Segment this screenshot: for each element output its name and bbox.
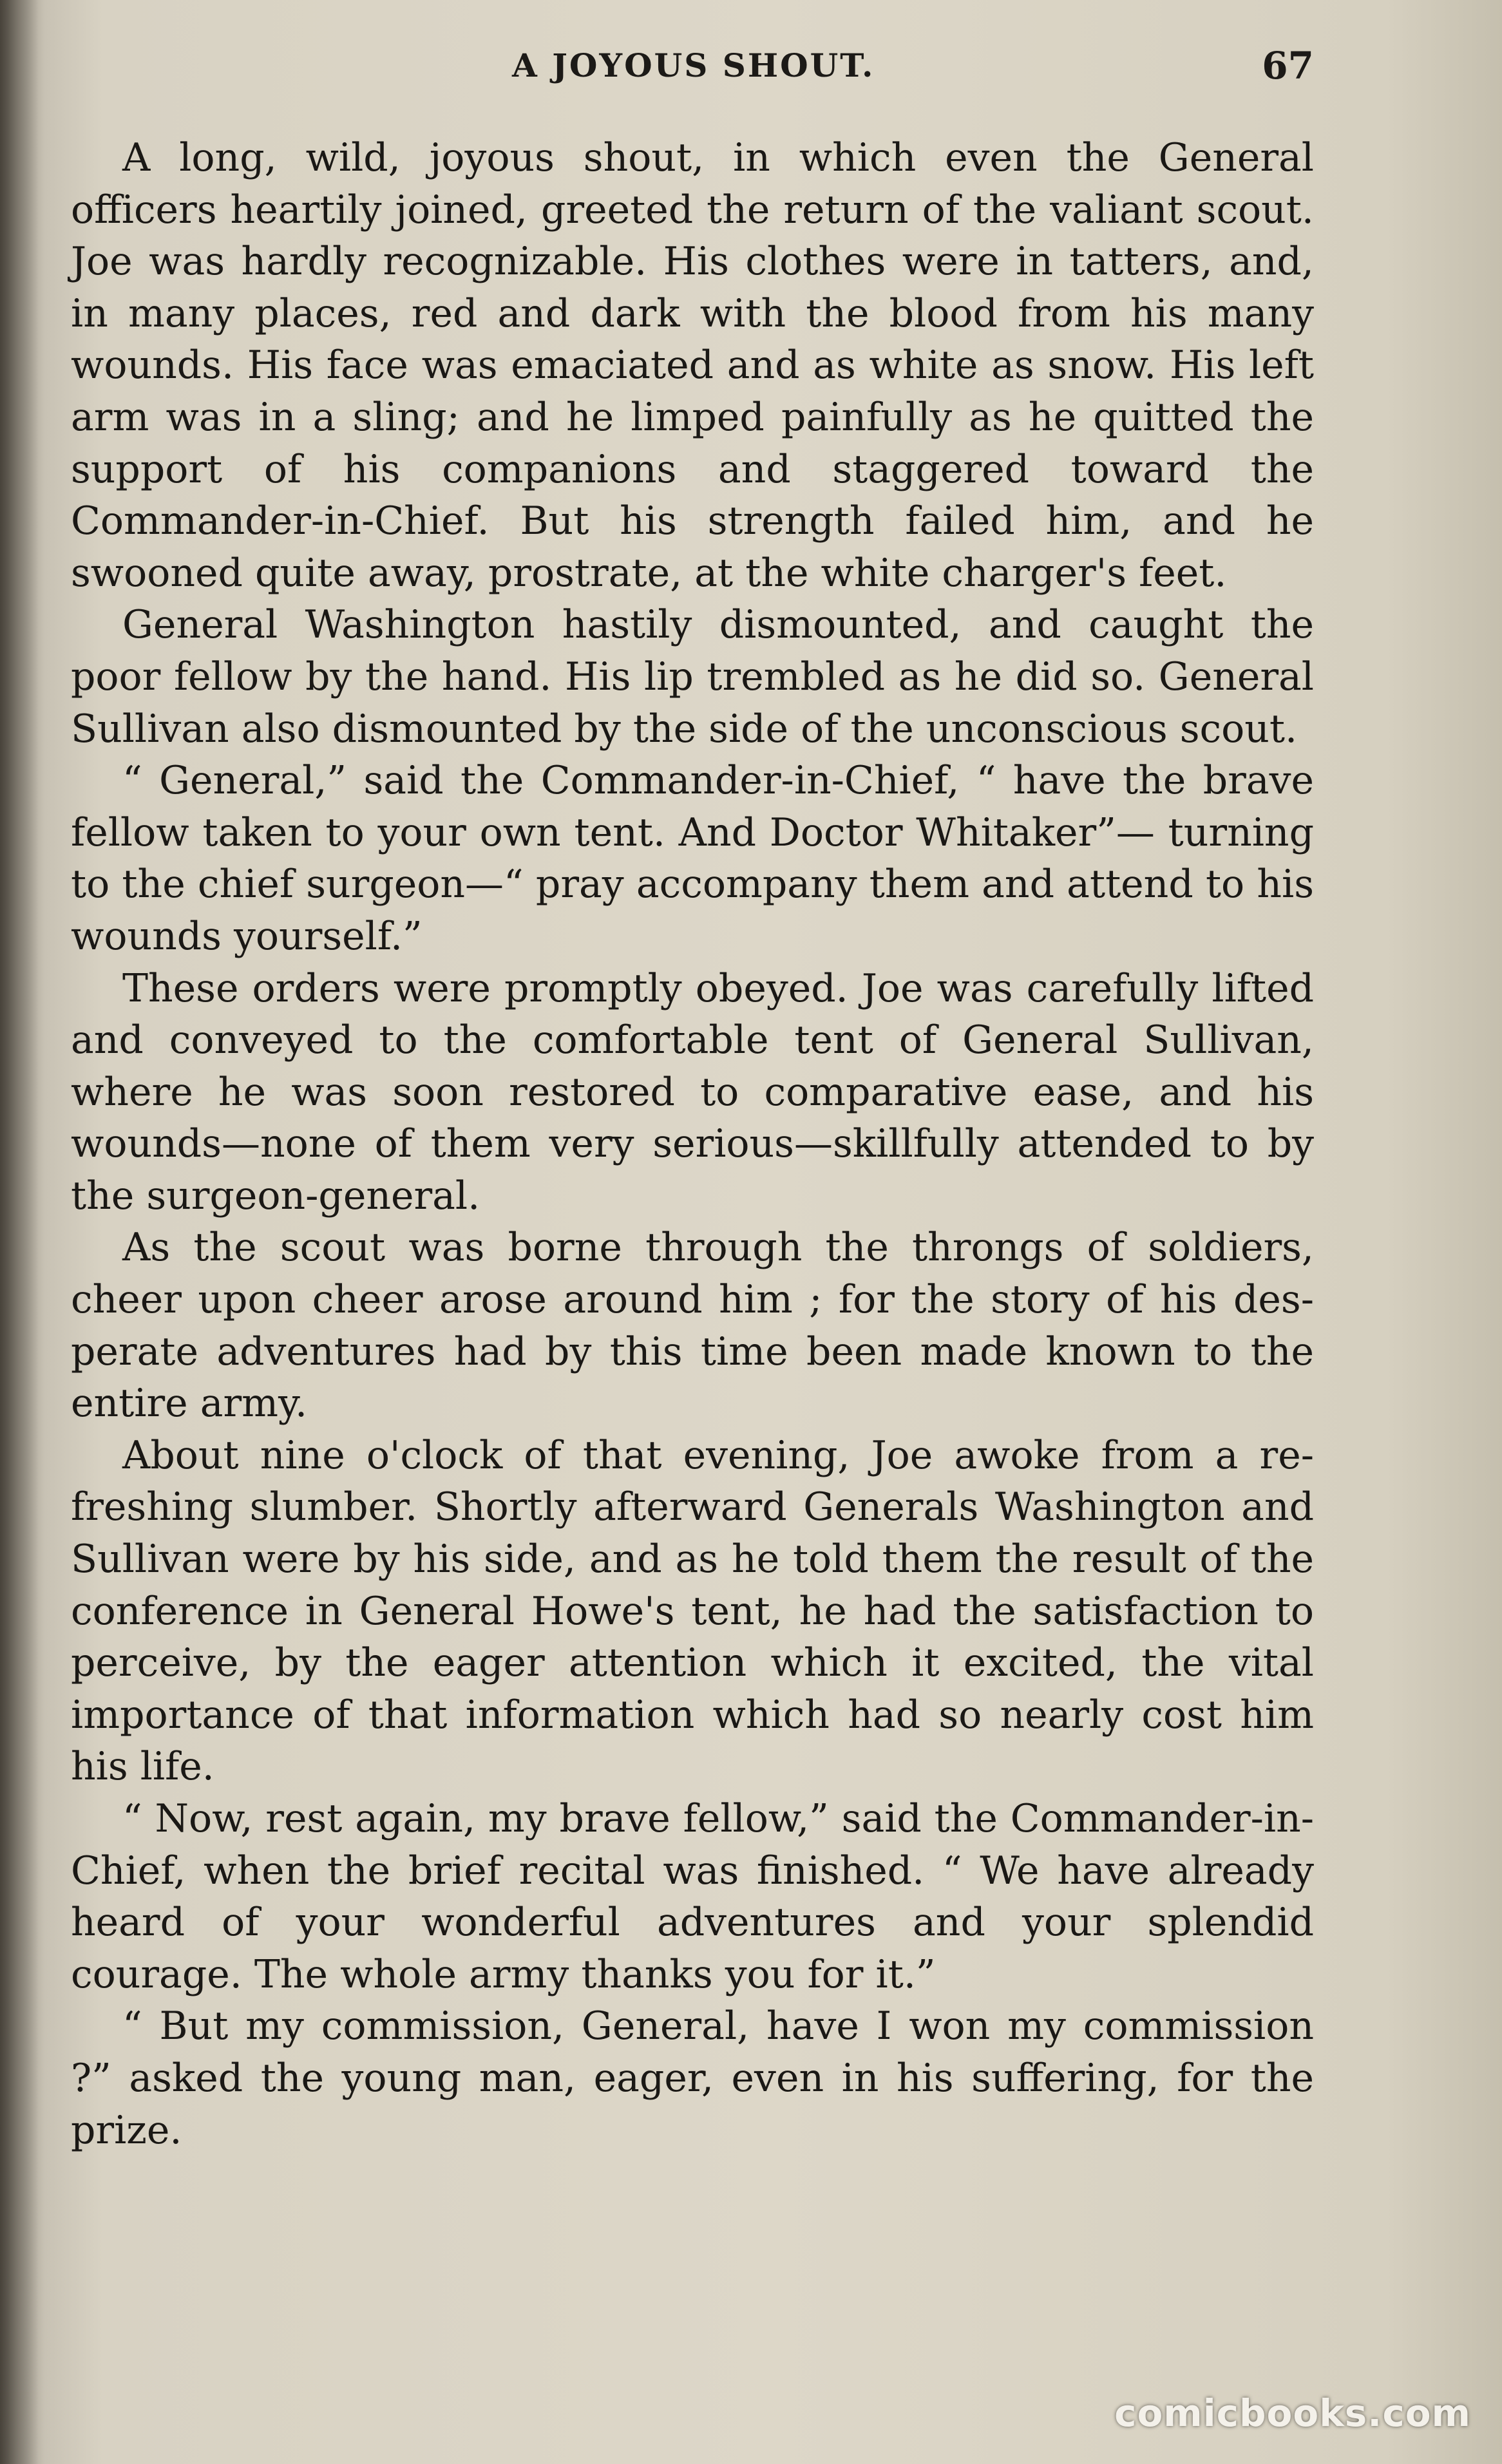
- paragraph: “ General,” said the Commander-in-Chief, “ have the brave fellow taken to your own tent. And Doctor Whitaker”— turning to the chief surgeon—“ pray accompany them and attend to his wounds yourself.”: [71, 758, 1314, 959]
- paragraph: About nine o'clock of that evening, Joe awoke from a refreshing slumber. Shortly afterward Generals Washington and Sullivan were by his side, and as he told them the result of the conference in General Howe's tent, he had the satisfaction to perceive, by the eager attention which it excited, the vital importance of that information which had so nearly cost him his life.: [71, 1432, 1314, 1790]
- paragraph: “ But my commission, General, have I won my commission ?” asked the young man, eager, even in his suffering, for the prize.: [71, 2004, 1314, 2153]
- page-header: [71, 40, 1314, 98]
- site-watermark: comicbooks.com: [1114, 2391, 1471, 2435]
- paragraph: A long, wild, joyous shout, in which even the General officers heartily joined, greeted the return of the valiant scout. Joe was hardly recognizable. His clothes were in tatters, and, in many places, red and dark with the blood from his many wounds. His face was emaciated and as white as snow. His left arm was in a sling; and he limped painfully as he quitted the support of his companions and staggered toward the Commander-in-Chief. But his strength failed him, and he swooned quite away, prostrate, at the white charger's feet.: [71, 135, 1314, 596]
- paragraph: General Washington hastily dismounted, and caught the poor fellow by the hand. His lip trembled as he did so. General Sullivan also dismounted by the side of the unconscious scout.: [71, 602, 1314, 752]
- paragraph: As the scout was borne through the throngs of soldiers, cheer upon cheer arose around him ; for the story of his desperate adventures had by this time been made known to the entire army.: [71, 1225, 1314, 1426]
- running-title: A JOYOUS SHOUT.: [512, 46, 875, 84]
- body-text: [71, 132, 1314, 2156]
- paragraph: These orders were promptly obeyed. Joe was carefully lifted and conveyed to the comfortable tent of General Sullivan, where he was soon restored to comparative ease, and his wounds—none of them very serious—skillfully attended to by the surgeon-general.: [71, 965, 1314, 1218]
- page-number: 67: [1262, 44, 1314, 88]
- paragraph: “ Now, rest again, my brave fellow,” said the Commander-in-Chief, when the brief recital was finished. “ We have already heard of your wonderful adventures and your splendid courage. The whole army thanks you for it.”: [71, 1796, 1314, 1997]
- page-gutter-shadow: [0, 0, 39, 2464]
